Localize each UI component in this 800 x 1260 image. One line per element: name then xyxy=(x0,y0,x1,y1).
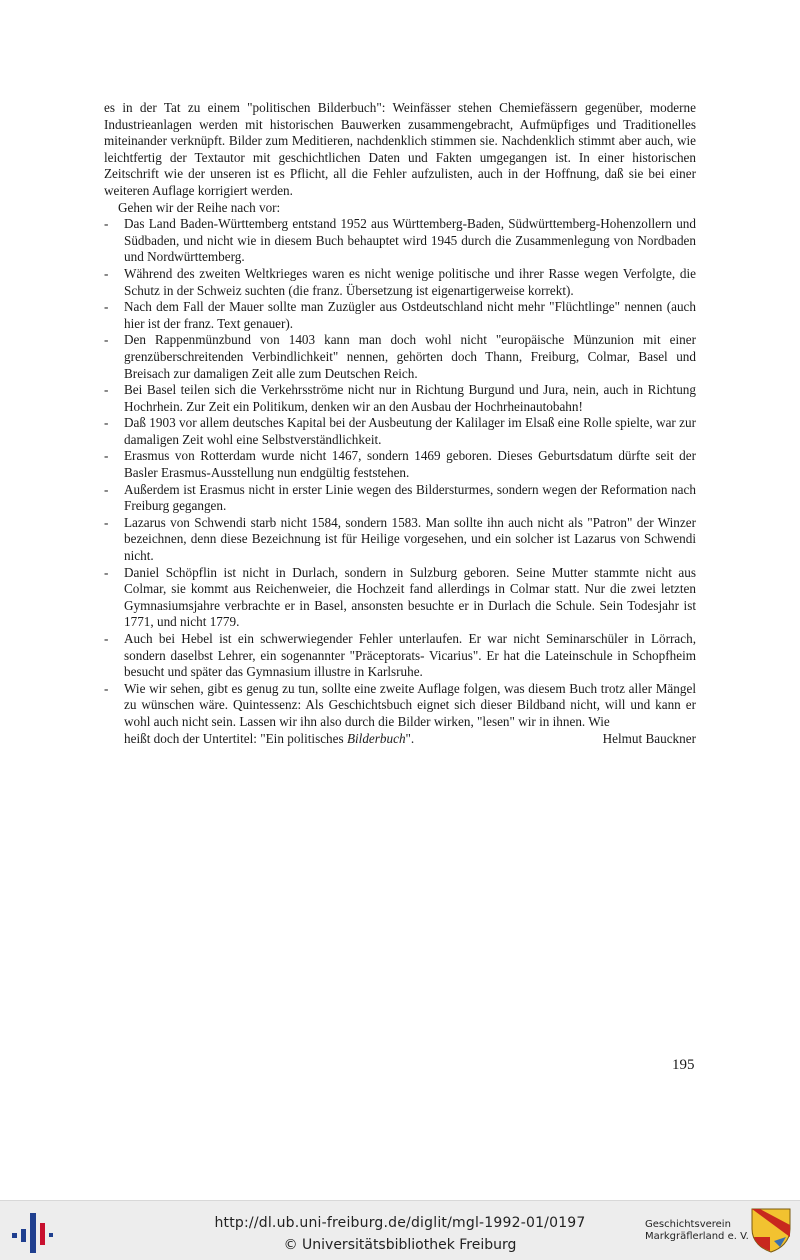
list-dash: - xyxy=(104,332,109,348)
society-name-line1: Geschichtsverein xyxy=(645,1219,731,1230)
list-item xyxy=(104,515,696,565)
permalink-url[interactable]: http://dl.ub.uni-freiburg.de/diglit/mgl-1992-01/0197 xyxy=(214,1215,586,1231)
list-item-text: Wie wir sehen, gibt es genug zu tun, sollte eine zweite Auflage folgen, was diesem Buch trotz aller Mängel zu wünschen wäre. Quintessenz: Als Geschichtsbuch eignet sich dieser Bildband nicht, will und kann er wohl auch nicht sein. Lassen wir ihn also durch die Bilder wirken, "lesen" wir in ihnen. Wie xyxy=(124,680,696,729)
article-body xyxy=(104,100,696,747)
closing-text: heißt doch der Untertitel: "Ein politisches xyxy=(124,730,347,746)
error-list xyxy=(104,216,696,747)
coat-of-arms-icon xyxy=(750,1207,792,1253)
list-dash: - xyxy=(104,216,109,232)
list-item-final xyxy=(104,681,696,747)
viewer-footer xyxy=(0,1200,800,1260)
list-item-text: Erasmus von Rotterdam wurde nicht 1467, sondern 1469 geboren. Dieses Geburtsdatum dürfte seit der Basler Erasmus-Ausstellung nun endgültig feststehen. xyxy=(124,448,696,481)
list-item-text: Das Land Baden-Württemberg entstand 1952 aus Württemberg-Baden, Südwürttemberg-Hohenzollern und Südbaden, und nicht wie in diesem Buch behauptet wird 1945 durch die Zusammenlegung von Nordbaden und Nordwürttemberg. xyxy=(124,216,696,265)
list-dash: - xyxy=(104,631,109,646)
list-item-text: Lazarus von Schwendi starb nicht 1584, sondern 1583. Man sollte ihn auch nicht als "Patron" der Winzer bezeichnen, denn diese Bezeichnung ist für Heilige vorgesehen, und ein solcher ist Lazarus von Schwendi nicht. xyxy=(124,514,696,564)
list-dash: - xyxy=(104,382,109,398)
list-dash: - xyxy=(104,448,109,464)
lead-paragraph: Gehen wir der Reihe nach vor: xyxy=(118,199,281,215)
closing-line xyxy=(124,731,696,748)
list-item-text: Daniel Schöpflin ist nicht in Durlach, sondern in Sulzburg geboren. Seine Mutter stammte nicht aus Colmar, sie kommt aus Reichenweier, die Hochzeit fand allerdings in Colmar statt. Nur die zwei letzten Gymnasiumsjahre verbrachte er in Basel, ansonsten besuchte er in Durlach die Schule. Sein Todesjahr ist 1771, und nicht 1779. xyxy=(124,564,696,630)
closing-italic: Bilderbuch xyxy=(346,730,406,746)
list-dash: - xyxy=(104,564,109,580)
list-item-text: Auch bei Hebel ist ein schwerwiegender Fehler unterlaufen. Er war nicht Seminarschüler in Lörrach, sondern daselbst Lehrer, ein sogenannter "Präceptorats- Vicarius". Er hat die Lateinschule in Schopfheim besucht und später das Gymnasium illustre in Karlsruhe. xyxy=(124,631,696,680)
list-item xyxy=(104,216,696,266)
list-dash: - xyxy=(104,481,109,497)
list-item xyxy=(104,482,696,515)
society-name-line2: Markgräflerland e. V. xyxy=(645,1231,749,1242)
list-dash: - xyxy=(104,415,109,431)
society-name xyxy=(645,1219,749,1243)
list-item-text: Daß 1903 vor allem deutsches Kapital bei der Ausbeutung der Kalilager im Elsaß eine Rolle spielte, war zur damaligen Zeit wohl eine Selbstverständlichkeit. xyxy=(124,415,696,447)
list-item xyxy=(104,332,696,382)
list-dash: - xyxy=(104,299,109,315)
list-item-text: Außerdem ist Erasmus nicht in erster Linie wegen des Bildersturmes, sondern wegen der Reformation nach Freiburg gegangen. xyxy=(124,481,696,514)
closing-sentence xyxy=(124,731,414,748)
list-item xyxy=(104,415,696,448)
ub-freiburg-logo-icon xyxy=(12,1211,52,1255)
list-item xyxy=(104,448,696,481)
list-item xyxy=(104,631,696,681)
list-item-text: Nach dem Fall der Mauer sollte man Zuzügler aus Ostdeutschland nicht mehr "Flüchtlinge" nennen (auch hier ist der franz. Text genauer). xyxy=(124,299,696,331)
intro-paragraph: es in der Tat zu einem "politischen Bilderbuch": Weinfässer stehen Chemiefässern gegenüber, moderne Industrieanlagen werden mit historischen Bauwerken zusammengebracht, Aufmüpfiges und Traditionelles miteinander verknüpft. Bilder zum Meditieren, nachdenklich stimmen sie. Nachdenklich stimmt aber auch, wie leichtfertig der Textautor mit geschichtlichen Daten und Fakten umgegangen ist. In einer historischen Zeitschrift wie der unseren ist es Pflicht, all die Fehler aufzulisten, auch in der Hoffnung, daß sie bei einer weiteren Auflage korrigiert werden. xyxy=(104,100,696,198)
list-item-text: Bei Basel teilen sich die Verkehrsströme nicht nur in Richtung Burgund und Jura, nein, auch in Richtung Hochrhein. Zur Zeit ein Politikum, denken wir an den Ausbau der Hochrheinautobahn! xyxy=(124,382,696,414)
page-number: 195 xyxy=(672,1057,695,1073)
list-item xyxy=(104,565,696,631)
author-signature: Helmut Bauckner xyxy=(602,730,696,746)
list-item-text: Während des zweiten Weltkrieges waren es nicht wenige politische und ihrer Rasse wegen Verfolgte, die Schutz in der Schweiz suchten (die franz. Übersetzung ist eigenartigerweise korrekt). xyxy=(124,265,696,298)
closing-end: ". xyxy=(405,730,415,746)
list-dash: - xyxy=(104,514,109,530)
list-dash: - xyxy=(104,680,109,696)
list-item xyxy=(104,299,696,332)
list-dash: - xyxy=(104,265,109,281)
list-item xyxy=(104,382,696,415)
list-item-text: Den Rappenmünzbund von 1403 kann man doch wohl nicht "europäische Münzunion mit einer grenzüberschreitenden Verbindlichkeit" nennen, gehörten doch Thann, Freiburg, Colmar, Basel und Breisach zur damaligen Zeit alle zum Deutschen Reich. xyxy=(124,332,696,381)
list-item xyxy=(104,266,696,299)
copyright-notice: © Universitätsbibliothek Freiburg xyxy=(283,1237,517,1253)
